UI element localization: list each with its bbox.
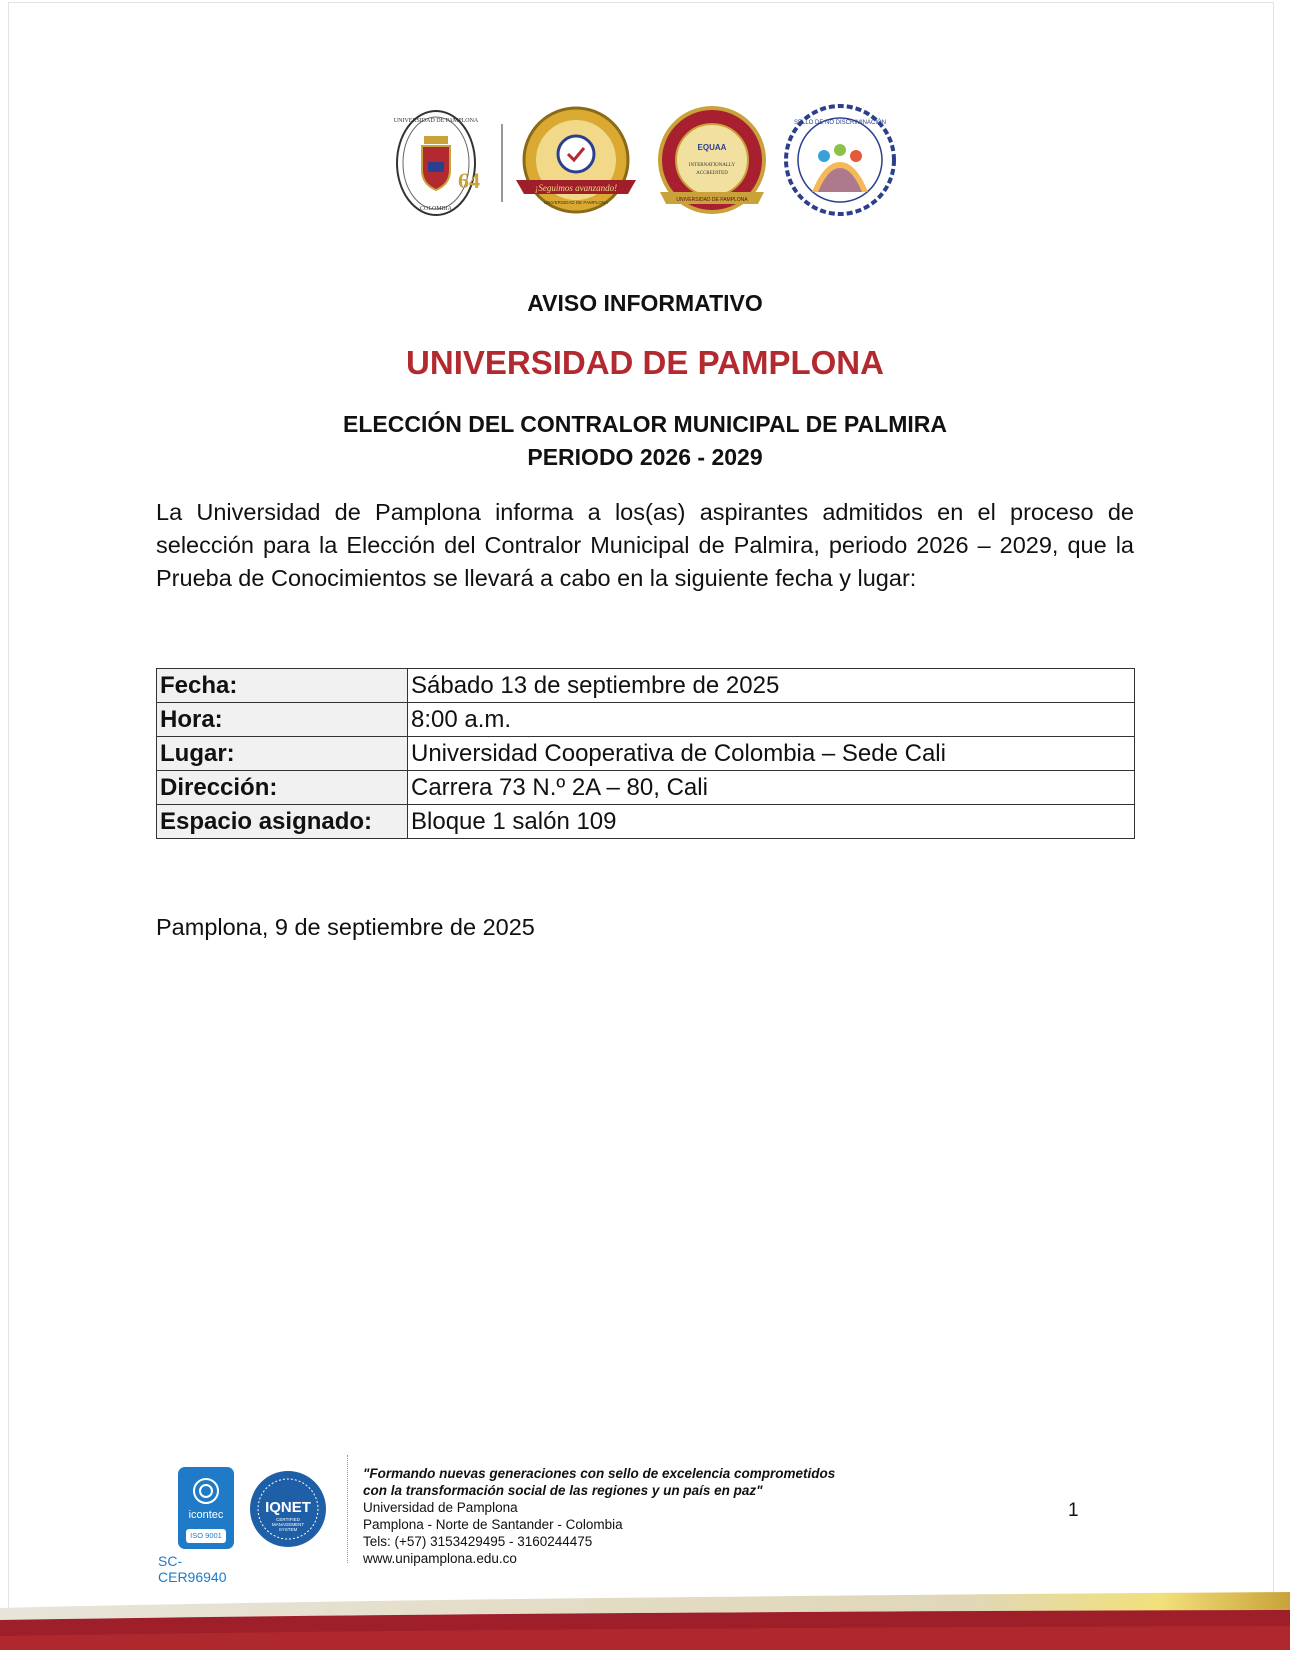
table-value: Carrera 73 N.º 2A – 80, Cali xyxy=(408,771,1135,805)
international-bottom-text: UNIVERSIDAD DE PAMPLONA xyxy=(676,197,748,203)
iqnet-sub2: MANAGEMENT xyxy=(271,1522,305,1527)
footer-phones: Tels: (+57) 3153429495 - 3160244475 xyxy=(363,1534,593,1549)
page-number: 1 xyxy=(1068,1500,1079,1521)
iqnet-sub1: CERTIFIED xyxy=(276,1517,300,1522)
seal-top-text: UNIVERSIDAD DE PAMPLONA xyxy=(394,118,479,124)
table-label: Fecha: xyxy=(157,669,408,703)
iqnet-logo xyxy=(248,1469,328,1554)
notice-body: La Universidad de Pamplona informa a los(as) aspirantes admitidos en el proceso de selección para la Elección del Contralor Municipal de Palmira, periodo 2026 – 2029, que la Prueba de Conocimientos se llevará a cabo en la siguiente fecha y lugar: xyxy=(156,499,1134,591)
table-label: Hora: xyxy=(157,703,408,737)
footer-divider xyxy=(347,1455,348,1563)
issue-date-place: Pamplona, 9 de septiembre de 2025 xyxy=(156,914,535,940)
notice-heading: AVISO INFORMATIVO xyxy=(527,290,763,316)
table-row xyxy=(157,669,1135,703)
international-line1: INTERNATIONALLY xyxy=(688,163,736,168)
seal-number: 64 xyxy=(458,168,480,193)
table-row xyxy=(157,737,1135,771)
table-row xyxy=(157,703,1135,737)
nodiscrimination-text: SELLO DE NO DISCRIMINACIÓN xyxy=(793,120,887,126)
international-accreditation-logo xyxy=(652,104,772,222)
seal-bottom-text: COLOMBIA xyxy=(419,206,453,212)
icontec-logo xyxy=(178,1467,234,1549)
table-value: 8:00 a.m. xyxy=(408,703,1135,737)
bottom-decorative-band xyxy=(0,1590,1290,1655)
iso-text: ISO 9001 xyxy=(186,1529,226,1543)
header-logos xyxy=(0,104,1290,224)
footer-info xyxy=(363,1465,835,1567)
certificate-code: SC-CER96940 xyxy=(158,1553,227,1585)
election-title: ELECCIÓN DEL CONTRALOR MUNICIPAL DE PALMIRA xyxy=(343,411,947,437)
footer-location: Pamplona - Norte de Santander - Colombia xyxy=(363,1517,623,1532)
logo-separator xyxy=(501,124,503,202)
international-center-text: EQUAA xyxy=(697,143,727,152)
international-line2: ACCREDITED xyxy=(696,171,728,176)
accreditation-bottom-text: UNIVERSIDAD DE PAMPLONA xyxy=(543,200,609,205)
nodiscrimination-seal-logo xyxy=(782,104,900,222)
accreditation-ribbon-text: ¡Seguimos avanzando! xyxy=(534,183,618,193)
slogan-line1: "Formando nuevas generaciones con sello de excelencia comprometidos xyxy=(363,1466,836,1481)
institution-name: UNIVERSIDAD DE PAMPLONA xyxy=(406,344,884,381)
slogan-line2: con la transformación social de las regiones y un país en paz" xyxy=(363,1483,763,1498)
period-title: PERIODO 2026 - 2029 xyxy=(527,444,763,470)
university-seal-logo xyxy=(394,104,494,222)
table-value: Universidad Cooperativa de Colombia – Sede Cali xyxy=(408,737,1135,771)
table-label: Dirección: xyxy=(157,771,408,805)
footer-university-name: Universidad de Pamplona xyxy=(363,1500,518,1515)
iqnet-sub3: SYSTEM xyxy=(278,1527,298,1532)
table-label: Espacio asignado: xyxy=(157,805,408,839)
exam-details-table xyxy=(156,668,1135,839)
icontec-text: icontec xyxy=(188,1509,224,1521)
footer-website: www.unipamplona.edu.co xyxy=(363,1551,517,1566)
table-row xyxy=(157,771,1135,805)
table-value: Bloque 1 salón 109 xyxy=(408,805,1135,839)
table-row xyxy=(157,805,1135,839)
accreditation-badge-logo xyxy=(514,104,638,222)
table-value: Sábado 13 de septiembre de 2025 xyxy=(408,669,1135,703)
table-label: Lugar: xyxy=(157,737,408,771)
iqnet-text: IQNET xyxy=(265,1499,311,1516)
